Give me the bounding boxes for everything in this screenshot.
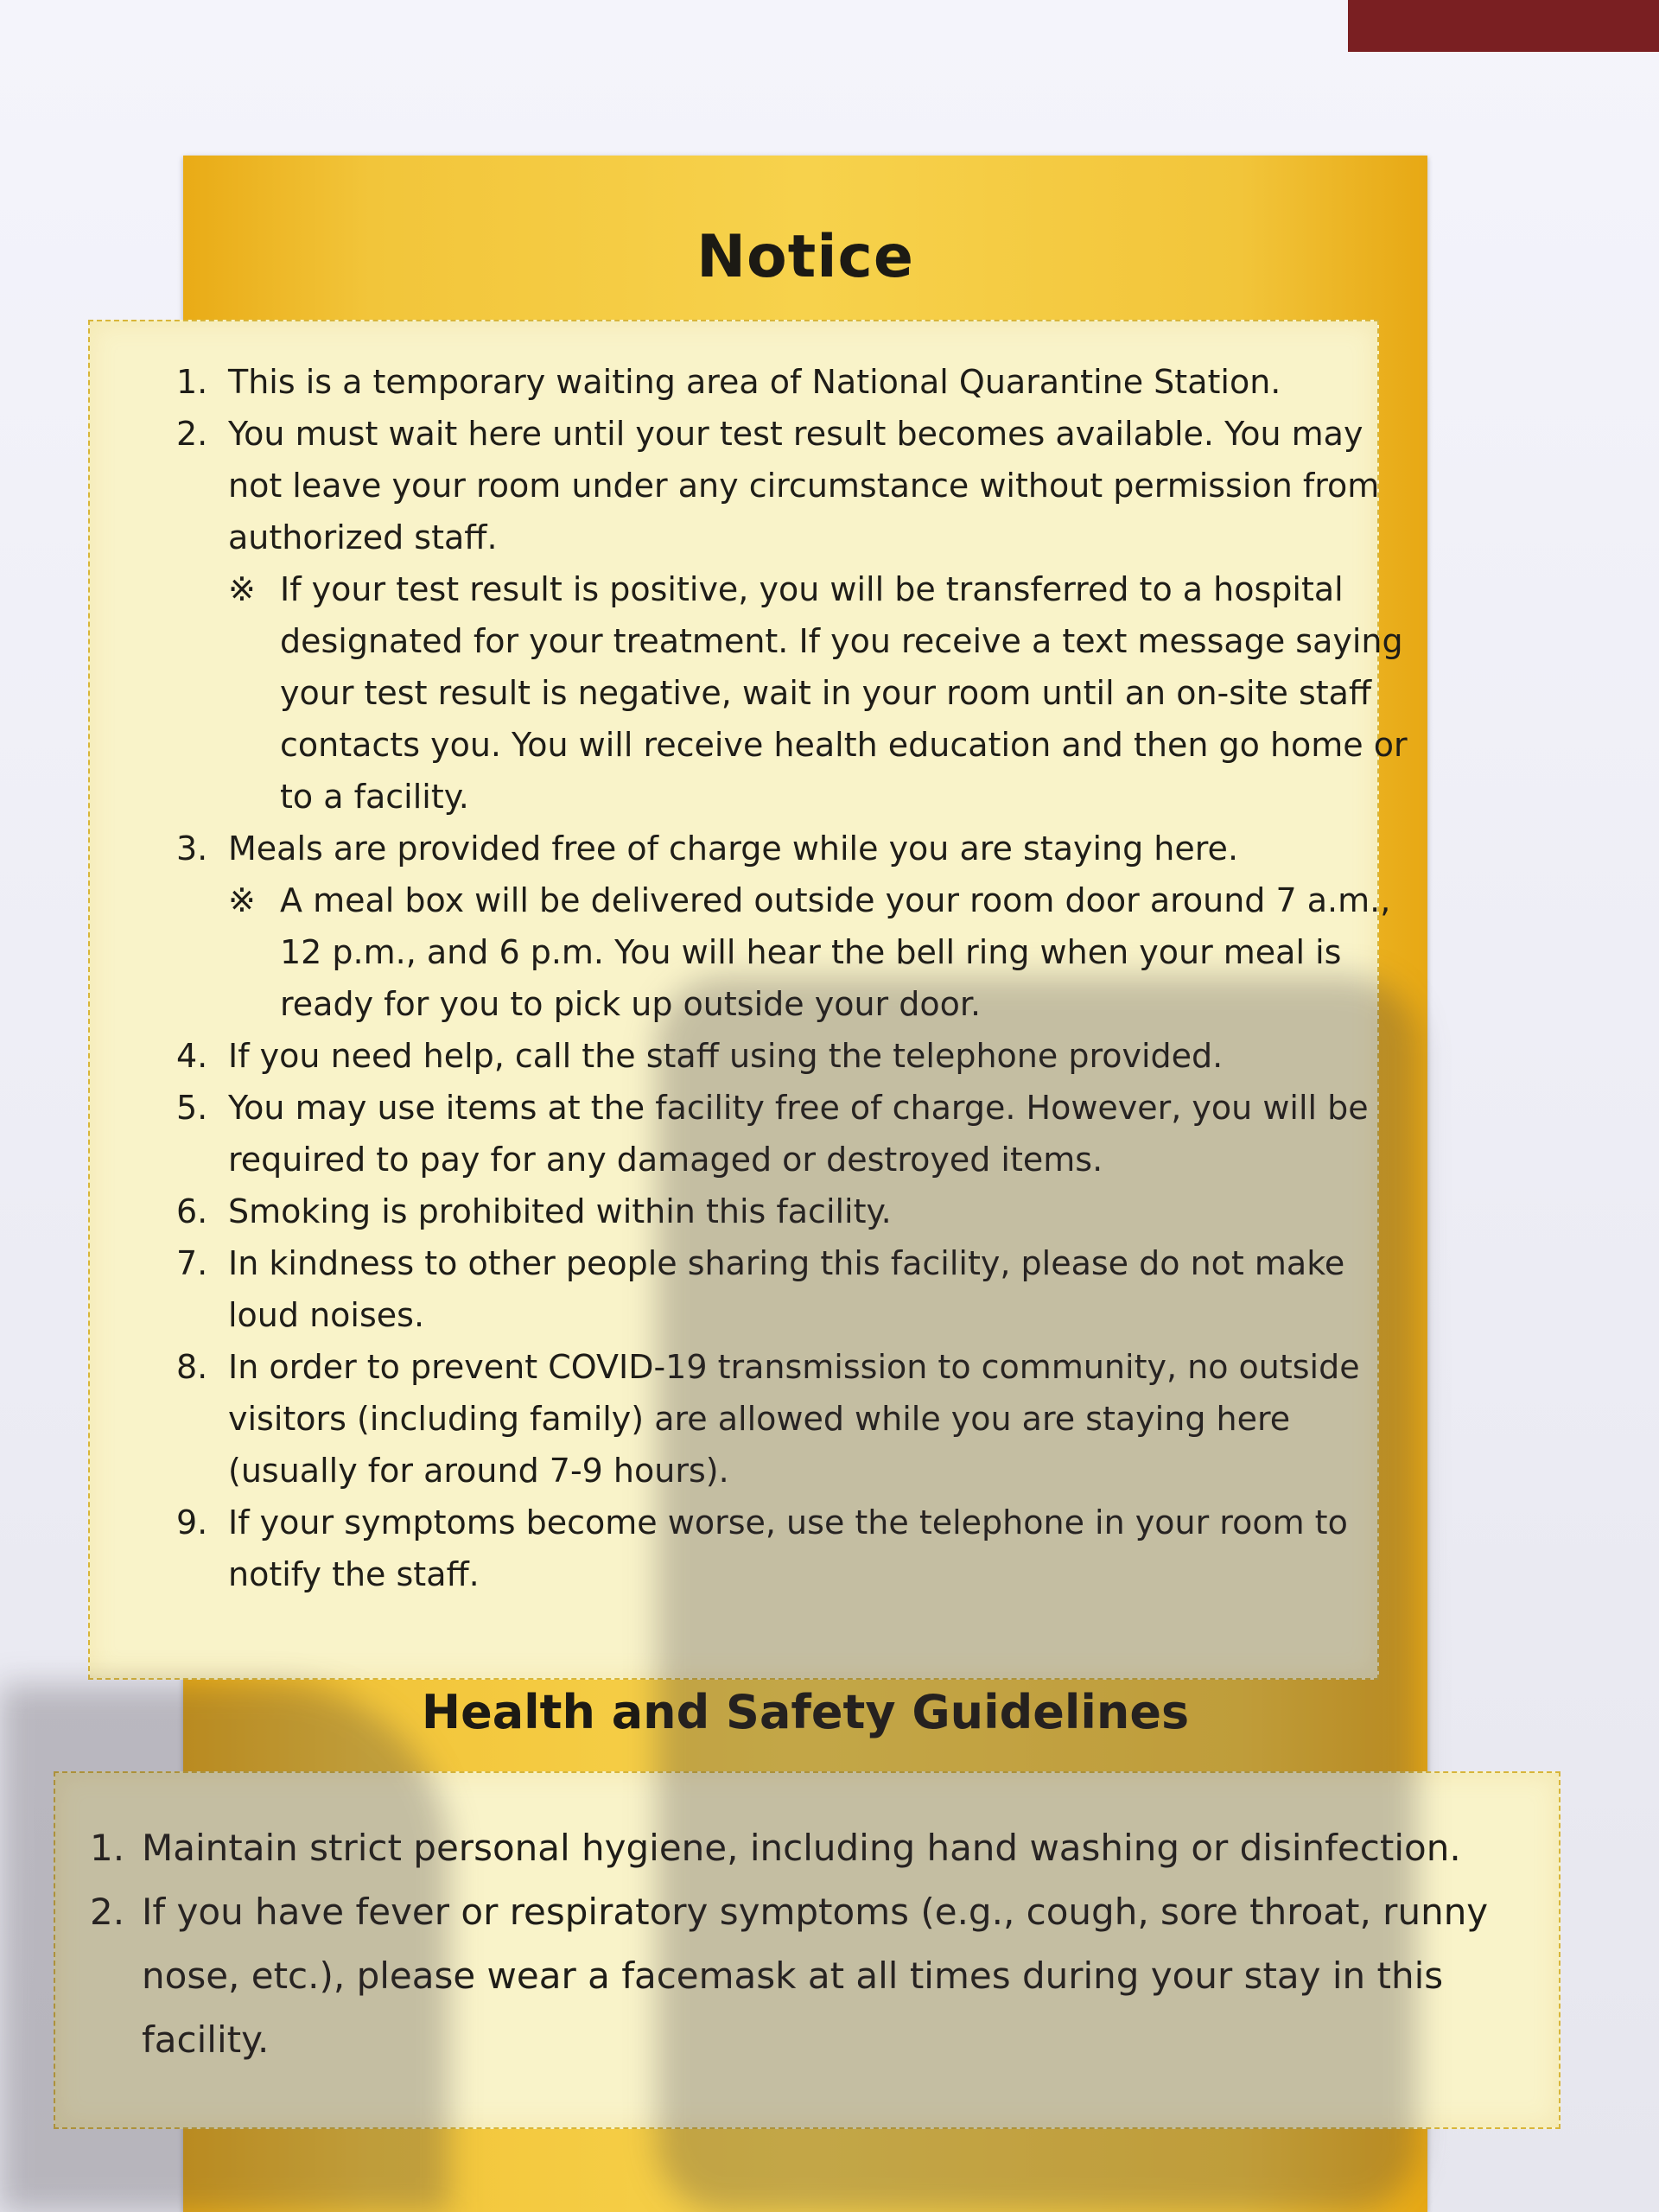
item-number: 2. <box>176 415 208 453</box>
note-text: If your test result is positive, you will be transferred to a hospital designated for your treatment. If you receive a text message saying your test result is negative, wait in your room until an on-site staff contacts you. You will receive health education and then go home or to a facility. <box>280 570 1408 816</box>
item-number: 6. <box>176 1192 208 1230</box>
notice-item-3 <box>176 823 1421 874</box>
item-text: If you have fever or respiratory symptoms (e.g., cough, sore throat, runny nose, etc.), please wear a facemask at all times during your stay in this facility. <box>142 1891 1489 2061</box>
guidelines-title: Health and Safety Guidelines <box>421 1685 1190 1739</box>
item-number: 5. <box>176 1089 208 1127</box>
note-text: A meal box will be delivered outside your room door around 7 a.m., 12 p.m., and 6 p.m. You will hear the bell ring when your meal is ready for you to pick up outside your door. <box>280 881 1391 1023</box>
item-text: If you need help, call the staff using the telephone provided. <box>228 1037 1224 1075</box>
item-text: You may use items at the facility free of charge. However, you will be required to pay for any damaged or destroyed items. <box>228 1089 1369 1179</box>
item-text: Maintain strict personal hygiene, including hand washing or disinfection. <box>142 1827 1461 1869</box>
item-number: 2. <box>90 1891 125 1933</box>
notice-item-2 <box>176 408 1421 563</box>
notice-title: Notice <box>696 223 914 291</box>
item-number: 1. <box>176 363 208 401</box>
item-number: 1. <box>90 1827 125 1869</box>
item-number: 7. <box>176 1244 208 1282</box>
notice-item-1 <box>176 356 1421 408</box>
item-text: You must wait here until your test result becomes available. You may not leave your room under any circumstance without permission from authorized staff. <box>228 415 1380 556</box>
item-text: Smoking is prohibited within this facility. <box>228 1192 892 1230</box>
item-number: 4. <box>176 1037 208 1075</box>
notice-note-positive-result <box>228 563 1421 823</box>
item-number: 8. <box>176 1348 208 1386</box>
item-text: Meals are provided free of charge while you are staying here. <box>228 830 1239 868</box>
item-text: If your symptoms become worse, use the telephone in your room to notify the staff. <box>228 1503 1348 1593</box>
table-background <box>1348 0 1659 52</box>
reference-mark-icon: ※ <box>228 881 256 919</box>
hand-shadow <box>657 976 1417 2212</box>
item-text: In kindness to other people sharing this facility, please do not make loud noises. <box>228 1244 1345 1334</box>
item-text: In order to prevent COVID-19 transmission to community, no outside visitors (including family) are allowed while you are staying here (usually for around 7-9 hours). <box>228 1348 1360 1490</box>
item-number: 9. <box>176 1503 208 1541</box>
hand-shadow <box>0 1685 449 2212</box>
item-number: 3. <box>176 830 208 868</box>
item-text: This is a temporary waiting area of National Quarantine Station. <box>228 363 1281 401</box>
reference-mark-icon: ※ <box>228 570 256 608</box>
